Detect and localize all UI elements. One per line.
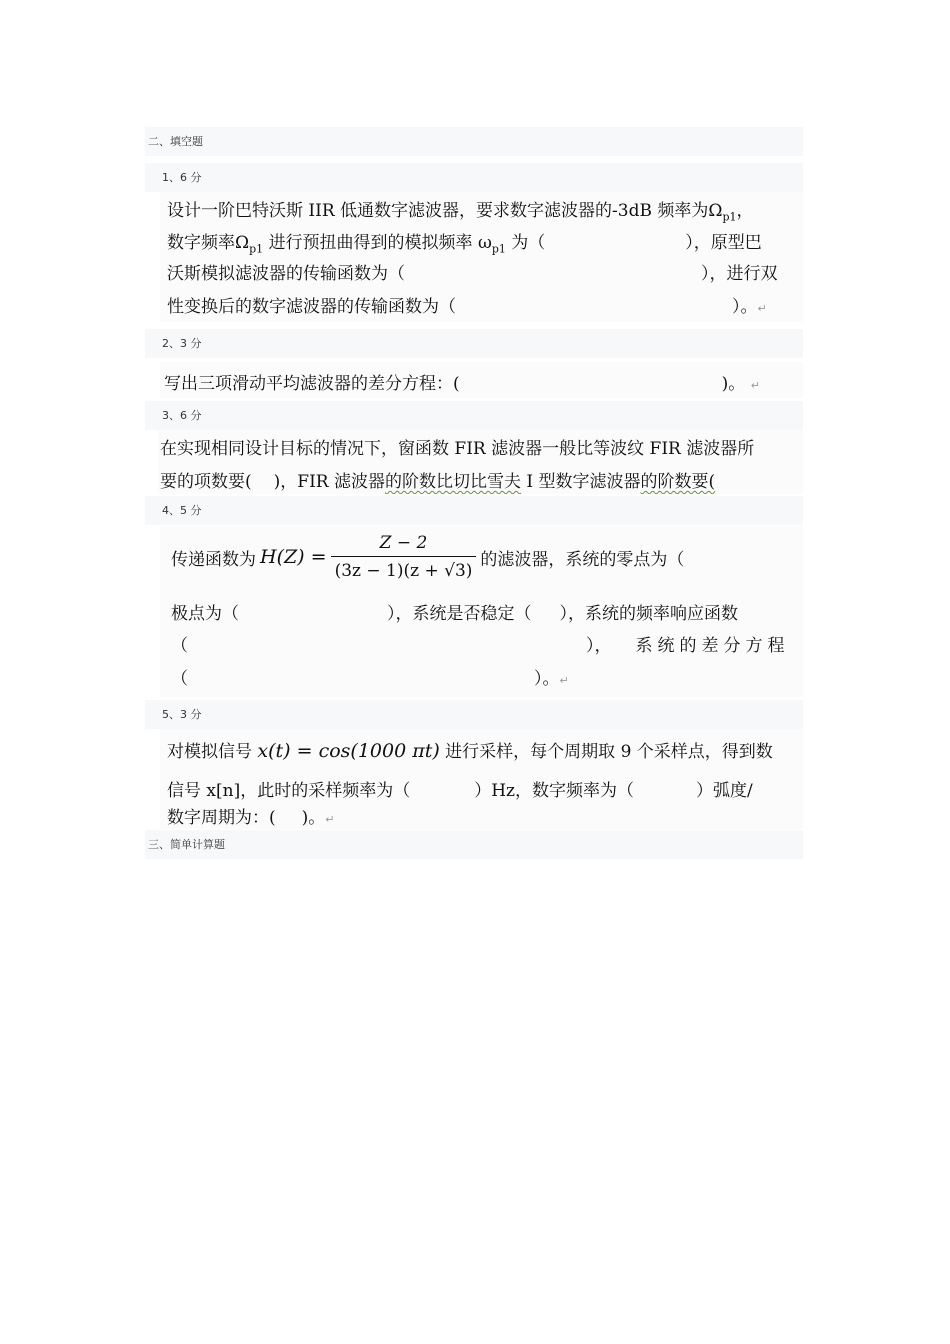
q3-line-1: 在实现相同设计目标的情况下，窗函数 FIR 滤波器一般比等波纹 FIR 滤波器所 [160,439,755,459]
fraction-numerator: Z − 2 [379,533,428,553]
q5-line-2: 信号 x[n]，此时的采样频率为（ ）Hz，数字频率为（ ）弧度/ [167,781,753,801]
question-1-body [160,192,803,322]
fraction-denominator: (3z − 1)(z + √3) [331,556,477,581]
transfer-function-fraction [331,533,477,581]
question-2-body [160,362,803,398]
question-4-header [145,496,803,525]
signal-formula: x(t) = cos(1000 πt) [257,740,440,762]
paragraph-mark-icon: ↵ [325,813,335,826]
q3-line-2: 要的项数要( )，FIR 滤波器的阶数比切比雪夫 I 型数字滤波器的阶数要( [160,472,716,492]
section-2-header [145,127,803,156]
q1-line-4: 性变换后的数字滤波器的传输函数为（ ）。↵ [167,297,767,317]
transfer-function-lhs: H(Z) = [260,546,327,568]
q1-line-3: 沃斯模拟滤波器的传输函数为（ ），进行双 [167,264,778,284]
q4-line-4: （ ）。↵ [171,669,569,689]
question-3-body [158,430,803,494]
question-4-body [160,526,803,697]
q2-line-1: 写出三项滑动平均滤波器的差分方程：( )。 ↵ [164,374,760,394]
question-2-label: 2、3 分 [162,337,202,350]
question-1-label: 1、6 分 [162,171,202,184]
section-3-title: 三、简单计算题 [148,838,225,851]
question-3-label: 3、6 分 [162,409,202,422]
q5-line-3: 数字周期为：( )。↵ [167,808,335,828]
paragraph-mark-icon: ↵ [757,302,767,315]
question-5-label: 5、3 分 [162,708,202,721]
paragraph-mark-icon: ↵ [559,674,569,687]
q1-line-1: 设计一阶巴特沃斯 IIR 低通数字滤波器，要求数字滤波器的-3dB 频率为$\Omega_{p1}$， [167,201,754,224]
section-2-title: 二、填空题 [148,135,203,148]
q1-line-2: 数字频率$\Omega_{p1}$ 进行预扭曲得到的模拟频率 $\omega_{p1}$ 为（ ），原型巴 [167,233,762,256]
question-2-header [145,329,803,358]
question-1-header [145,163,803,192]
question-3-header [145,401,803,430]
question-5-header [145,700,803,729]
q4-line-2: 极点为（ ），系统是否稳定（ ），系统的频率响应函数 [171,604,738,624]
paragraph-mark-icon: ↵ [750,379,760,392]
section-3-header [145,830,803,859]
question-5-body [160,729,803,829]
q5-line-1: 对模拟信号 x(t) = cos(1000 πt) 进行采样，每个周期取 9 个采样点，得到数 [167,740,773,762]
question-4-label: 4、5 分 [162,504,202,517]
q4-line-1: 传递函数为 H(Z) = $\frac{Z - 2}{(3z - 1)(z + √3)}$ 的滤波器，系统的零点为（ [171,533,685,581]
q4-line-3: （ ）， 系统的差分方程 [171,636,790,656]
